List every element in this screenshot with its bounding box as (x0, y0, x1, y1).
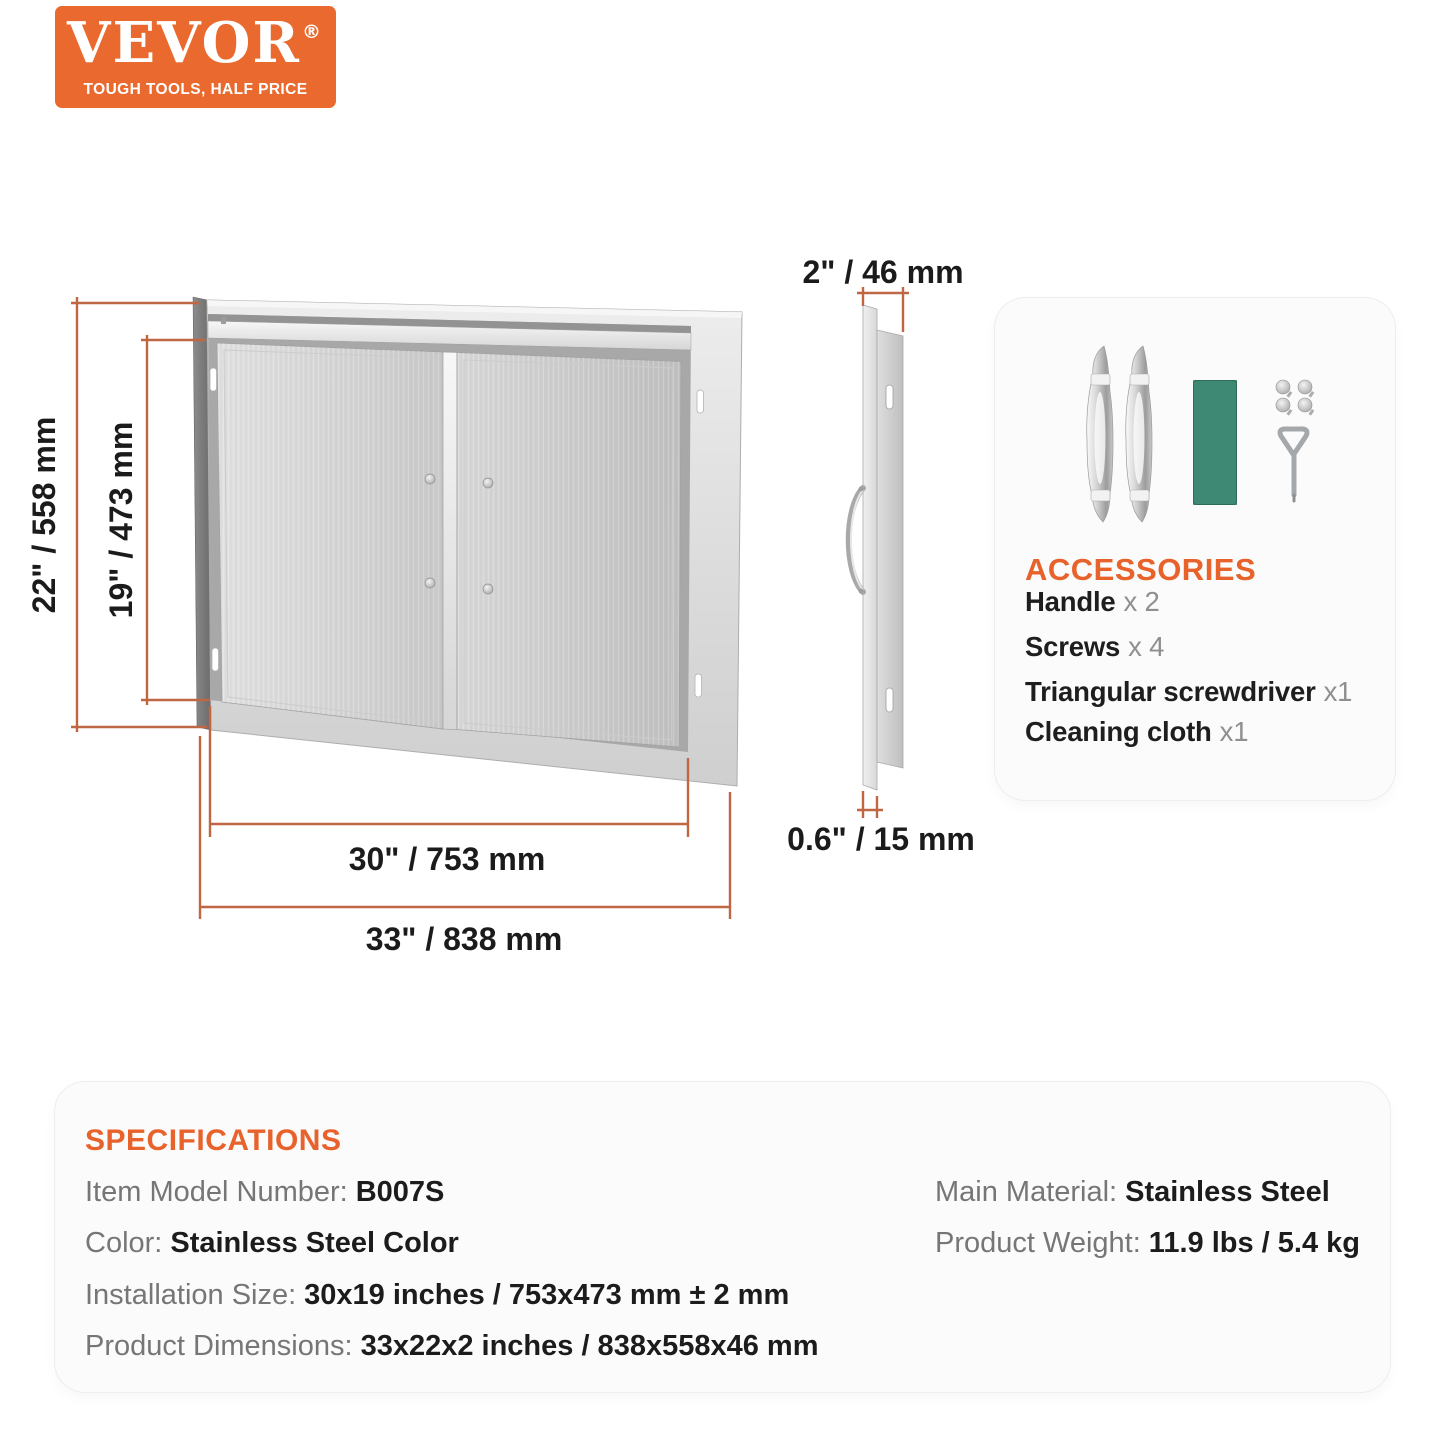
accessory-item-cloth (1025, 716, 1248, 748)
accessory-qty: x 2 (1123, 586, 1160, 617)
mounting-slot (212, 648, 219, 671)
mounting-slot (886, 385, 893, 409)
accessory-name: Screws (1025, 631, 1121, 662)
triangular-screwdriver-icon (1280, 429, 1307, 501)
spec-row-model (85, 1176, 444, 1208)
inner-width-label: 30" / 753 mm (348, 841, 546, 877)
screw-icon (483, 478, 493, 488)
rail-pin (221, 317, 226, 324)
spec-label: Main Material: (935, 1176, 1118, 1208)
spec-label: Installation Size: (85, 1279, 297, 1311)
handle-attachment-point (859, 589, 864, 594)
side-front-plate (863, 305, 877, 790)
accessory-qty: x 4 (1128, 631, 1165, 662)
brand-tagline: TOUGH TOOLS, HALF PRICE (83, 81, 308, 98)
cleaning-cloth-icon (1193, 380, 1237, 505)
screws-icon (1276, 380, 1314, 416)
accessory-item-screws (1025, 631, 1164, 663)
screw-icon (483, 584, 493, 594)
front-view-diagram (193, 297, 742, 786)
outer-width-label: 33" / 838 mm (365, 921, 563, 957)
accessory-item-handle (1025, 586, 1160, 618)
handle-attachment-point (859, 487, 864, 492)
spec-value: 30x19 inches / 753x473 mm ± 2 mm (304, 1279, 790, 1311)
vevor-logo (55, 6, 336, 108)
registered-trademark-icon: ® (302, 21, 321, 43)
accessories-title: ACCESSORIES (1025, 552, 1257, 587)
accessory-name: Cleaning cloth (1025, 716, 1212, 747)
door-left-panel-brushed-texture (217, 343, 443, 729)
accessory-name: Triangular screwdriver (1025, 676, 1316, 707)
accessory-item-screwdriver (1025, 676, 1352, 708)
spec-value: Stainless Steel (1125, 1176, 1330, 1208)
accessory-name: Handle (1025, 586, 1116, 617)
accessory-qty: x1 (1323, 676, 1353, 707)
brand-wordmark: VEVOR (67, 10, 301, 76)
specifications-card (55, 1082, 1390, 1392)
spec-row-color (85, 1227, 459, 1259)
door-right-panel-brushed-texture (457, 353, 681, 748)
spec-row-weight (935, 1227, 1360, 1259)
door-center-divider (443, 352, 457, 730)
accessories-card (995, 298, 1395, 800)
spec-label: Item Model Number: (85, 1176, 348, 1208)
spec-label: Product Weight: (935, 1227, 1141, 1259)
mounting-slot (886, 688, 893, 712)
handle-icon (1126, 346, 1152, 522)
thickness-label: 0.6" / 15 mm (787, 821, 975, 857)
accessories-graphic (995, 298, 1395, 548)
side-view-diagram (849, 305, 903, 790)
inner-height-label: 19" / 473 mm (103, 421, 140, 619)
spec-row-installation-size (85, 1279, 789, 1311)
screw-icon (425, 474, 435, 484)
spec-row-material (935, 1176, 1330, 1208)
spec-value: B007S (355, 1176, 445, 1208)
spec-value: 33x22x2 inches / 838x558x46 mm (360, 1330, 819, 1362)
outer-height-label: 22" / 558 mm (26, 416, 63, 614)
spec-value: Stainless Steel Color (170, 1227, 459, 1259)
technical-diagram (0, 240, 1000, 1000)
depth-label: 2" / 46 mm (802, 254, 964, 290)
spec-label: Color: (85, 1227, 163, 1259)
mounting-slot (695, 674, 702, 697)
spec-row-product-dimensions (85, 1330, 818, 1362)
specifications-title: SPECIFICATIONS (85, 1124, 342, 1157)
mounting-slot (697, 390, 704, 413)
spec-value: 11.9 lbs / 5.4 kg (1148, 1227, 1360, 1259)
mounting-slot (210, 368, 217, 391)
handle-icon (1087, 346, 1113, 522)
accessory-qty: x1 (1219, 716, 1249, 747)
spec-label: Product Dimensions: (85, 1330, 353, 1362)
screw-icon (425, 578, 435, 588)
